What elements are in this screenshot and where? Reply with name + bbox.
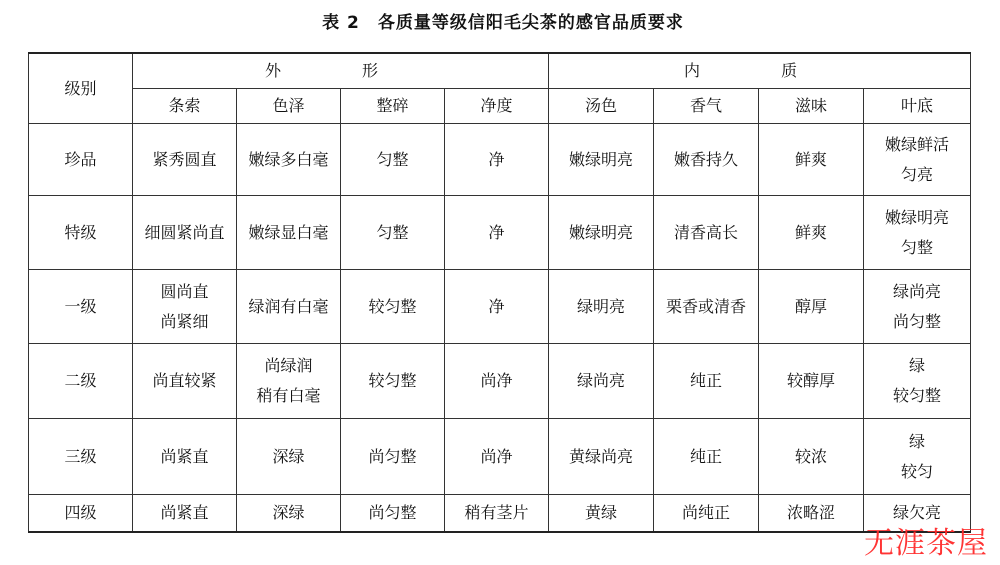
table-cell: 尚净	[445, 344, 549, 419]
table-cell: 尚紧直	[133, 495, 237, 532]
table-row	[29, 196, 971, 270]
sub-header: 条索	[133, 89, 237, 124]
table-cell: 净	[445, 196, 549, 270]
sub-header: 叶底	[864, 89, 971, 124]
sub-header: 净度	[445, 89, 549, 124]
sub-header: 香气	[654, 89, 759, 124]
table-cell: 较匀整	[341, 270, 445, 344]
table-cell: 尚匀整	[341, 495, 445, 532]
table-cell: 较醇厚	[759, 344, 864, 419]
watermark: 无涯茶屋	[864, 526, 988, 561]
grade-cell: 二级	[29, 344, 133, 419]
group-header-intrinsic: 内 质	[549, 53, 971, 89]
table-cell: 纯正	[654, 344, 759, 419]
grade-cell: 四级	[29, 495, 133, 532]
table-cell: 黄绿	[549, 495, 654, 532]
table-cell: 黄绿尚亮	[549, 419, 654, 495]
table-cell: 浓略涩	[759, 495, 864, 532]
table-cell: 深绿	[237, 419, 341, 495]
table-cell: 紧秀圆直	[133, 124, 237, 196]
grade-cell: 一级	[29, 270, 133, 344]
table-number: 表 2	[322, 13, 360, 33]
table-cell: 嫩绿明亮	[549, 124, 654, 196]
table-row	[29, 344, 971, 419]
table-cell: 深绿	[237, 495, 341, 532]
table-body	[29, 124, 971, 532]
table-cell: 尚绿润 稍有白毫	[237, 344, 341, 419]
table-cell: 尚直较紧	[133, 344, 237, 419]
table-cell: 较浓	[759, 419, 864, 495]
table-cell: 尚纯正	[654, 495, 759, 532]
table-caption: 各质量等级信阳毛尖茶的感官品质要求	[377, 13, 684, 33]
header-row-groups	[29, 53, 971, 89]
table-cell: 绿欠亮	[864, 495, 971, 532]
table-cell: 较匀整	[341, 344, 445, 419]
table-cell: 栗香或清香	[654, 270, 759, 344]
table-row	[29, 419, 971, 495]
table-cell: 匀整	[341, 124, 445, 196]
table-cell: 绿 较匀	[864, 419, 971, 495]
table-cell: 绿尚亮	[549, 344, 654, 419]
table-cell: 圆尚直 尚紧细	[133, 270, 237, 344]
sub-header: 整碎	[341, 89, 445, 124]
group-header-appearance: 外 形	[133, 53, 549, 89]
table-cell: 绿 较匀整	[864, 344, 971, 419]
table-title	[0, 8, 1000, 33]
table-cell: 稍有茎片	[445, 495, 549, 532]
grade-cell: 特级	[29, 196, 133, 270]
table-cell: 匀整	[341, 196, 445, 270]
table-cell: 嫩绿鲜活 匀亮	[864, 124, 971, 196]
sub-header: 色泽	[237, 89, 341, 124]
table-cell: 嫩绿明亮 匀整	[864, 196, 971, 270]
grade-cell: 珍品	[29, 124, 133, 196]
table-cell: 细圆紧尚直	[133, 196, 237, 270]
grade-cell: 三级	[29, 419, 133, 495]
table-cell: 纯正	[654, 419, 759, 495]
table-row	[29, 270, 971, 344]
table-cell: 清香高长	[654, 196, 759, 270]
table-row	[29, 124, 971, 196]
table-cell: 鲜爽	[759, 196, 864, 270]
table-cell: 嫩绿显白毫	[237, 196, 341, 270]
table-cell: 醇厚	[759, 270, 864, 344]
table-cell: 绿明亮	[549, 270, 654, 344]
table-cell: 鲜爽	[759, 124, 864, 196]
table-cell: 净	[445, 124, 549, 196]
table-cell: 嫩香持久	[654, 124, 759, 196]
header-row-attributes	[29, 89, 971, 124]
table-row	[29, 495, 971, 532]
table-cell: 绿润有白毫	[237, 270, 341, 344]
table-cell: 嫩绿明亮	[549, 196, 654, 270]
table-cell: 净	[445, 270, 549, 344]
table-cell: 尚净	[445, 419, 549, 495]
quality-requirements-table	[28, 52, 971, 533]
table-cell: 尚紧直	[133, 419, 237, 495]
table-cell: 嫩绿多白毫	[237, 124, 341, 196]
table-cell: 尚匀整	[341, 419, 445, 495]
sub-header: 滋味	[759, 89, 864, 124]
sub-header: 汤色	[549, 89, 654, 124]
table-cell: 绿尚亮 尚匀整	[864, 270, 971, 344]
grade-header: 级别	[29, 53, 133, 124]
